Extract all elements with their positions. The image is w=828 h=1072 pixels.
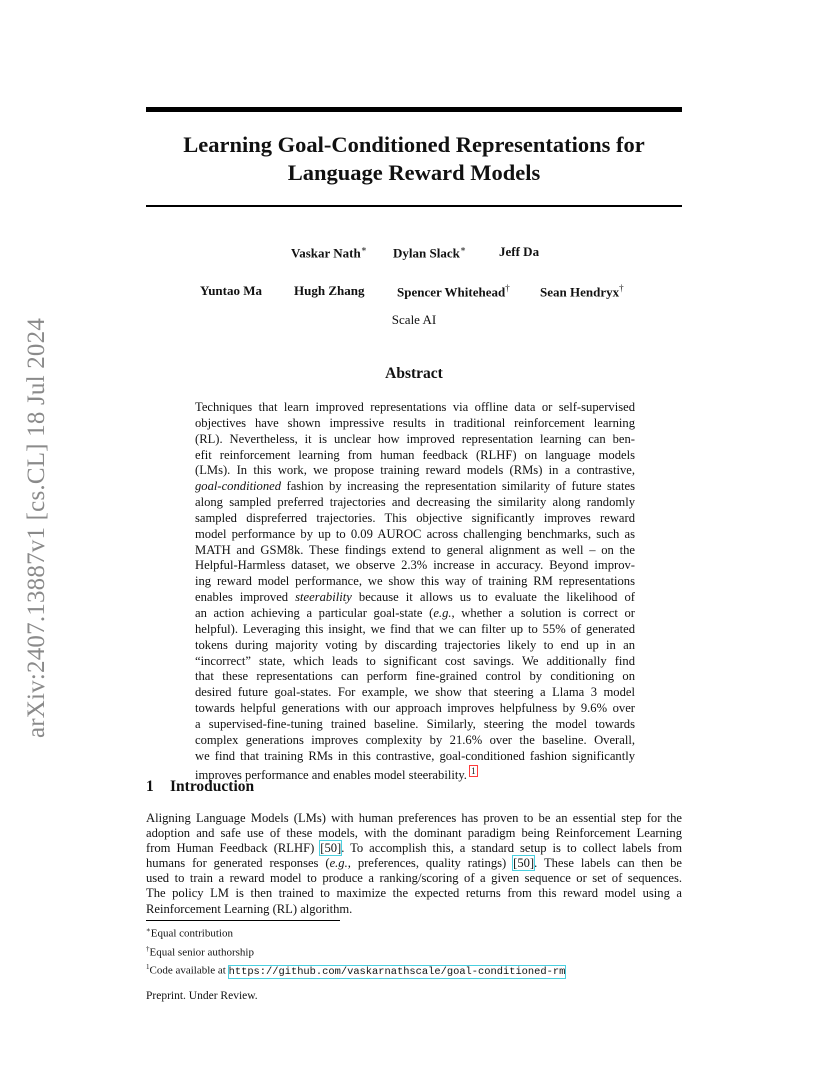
introduction-body: Aligning Language Models (LMs) with human preferences has proven to be an essential step for the adoption and safe use of these models, with the dominant paradigm being Reinforcement Learning from Human Feedback (RLHF) [50]. To accomplish this, a standard setup is to collect labels from humans for generated responses (e.g., preferences, quality ratings) [50]. These labels can then be used to train a reward model to produce a ranking/scoring of a given sequence or set of sequences. The policy LM is then trained to maximize the expected returns from this reward model using a Reinforcement Learning (RL) algorithm.	[146, 811, 683, 916]
arxiv-identifier[interactable]: arXiv:2407.13887v1 [cs.CL] 18 Jul 2024	[23, 317, 50, 739]
preprint-note: Preprint. Under Review.	[146, 990, 258, 1002]
title-bottom-rule	[146, 205, 682, 207]
author-jeff-da: Jeff Da	[499, 244, 540, 259]
code-url-link[interactable]: https://github.com/vaskarnathscale/goal-conditioned-rm	[228, 965, 566, 978]
author-spencer-whitehead: Spencer Whitehead†	[397, 283, 510, 300]
author-yuntao-ma: Yuntao Ma	[200, 283, 263, 298]
author-sean-hendryx: Sean Hendryx†	[540, 283, 624, 300]
footnote-rule	[146, 920, 340, 921]
footnotes	[146, 923, 565, 980]
footnote-equal-contribution: ∗Equal contribution	[146, 926, 233, 940]
title-top-rule	[146, 107, 682, 112]
author-hugh-zhang: Hugh Zhang	[294, 283, 365, 298]
citation-link[interactable]: [50]	[513, 856, 535, 871]
author-vaskar-nath: Vaskar Nath∗	[291, 244, 367, 261]
abstract-heading: Abstract	[385, 365, 443, 382]
arxiv-sidebar	[22, 296, 52, 760]
abstract-body: Techniques that learn improved representations via offline data or self-supervised objectives have shown impressive results in traditional reinforcement learning (RL). Nevertheless, it is unclear how improved representation learning can ben- efit reinforcement learning from human feedback (RLHF) on language models (LMs). In this work, we propose training reward models (RMs) in a contrastive, goal-conditioned fashion by increasing the representation similarity of future states along sampled preferred trajectories and decreasing the similarity along randomly sampled dispreferred trajectories. This objective significantly improves reward model performance by up to 0.09 AUROC across challenging benchmarks, such as MATH and GSM8k. These findings extend to general alignment as well – on the Helpful-Harmless dataset, we observe 2.3% increase in accuracy. Beyond improv- ing reward model performance, we show this way of training RM representations enables improved steerability because it allows us to evaluate the likelihood of an action achieving a particular goal-state (e.g., whether a solution is correct or helpful). Leveraging this insight, we find that we can filter up to 55% of generated tokens during majority voting by discarding trajectories likely to end up in an “incorrect” state, which leads to significant cost savings. We additionally find that these representations can perform fine-grained control by conditioning on desired future goal-states. For example, we show that steering a Llama 3 model towards helpful generations with our approach improves helpfulness by 9.6% over a supervised-fine-tuning trained baseline. Similarly, steering the model towards complex generations improves complexity by 21.6% over the baseline. Overall, we find that training RMs in this contrastive, goal-conditioned fashion significantly improves performance and enables model steerability. $^1$	[195, 400, 635, 783]
author-dylan-slack: Dylan Slack∗	[393, 244, 466, 261]
footnote-equal-senior: †Equal senior authorship	[146, 944, 254, 959]
title-line-1: Learning Goal-Conditioned Representations for	[183, 132, 645, 157]
footnote-code: $^1$Code available at https://github.com/vaskarnathscale/goal-conditioned-rm	[146, 963, 566, 978]
paper-title	[146, 131, 682, 187]
citation-link[interactable]: [50]	[320, 841, 342, 856]
footnote-link-1[interactable]: 1	[471, 766, 476, 777]
affiliation: Scale AI	[391, 312, 437, 327]
section-heading-introduction: 1 Introduction	[146, 778, 255, 795]
title-line-2: Language Reward Models	[287, 160, 541, 185]
